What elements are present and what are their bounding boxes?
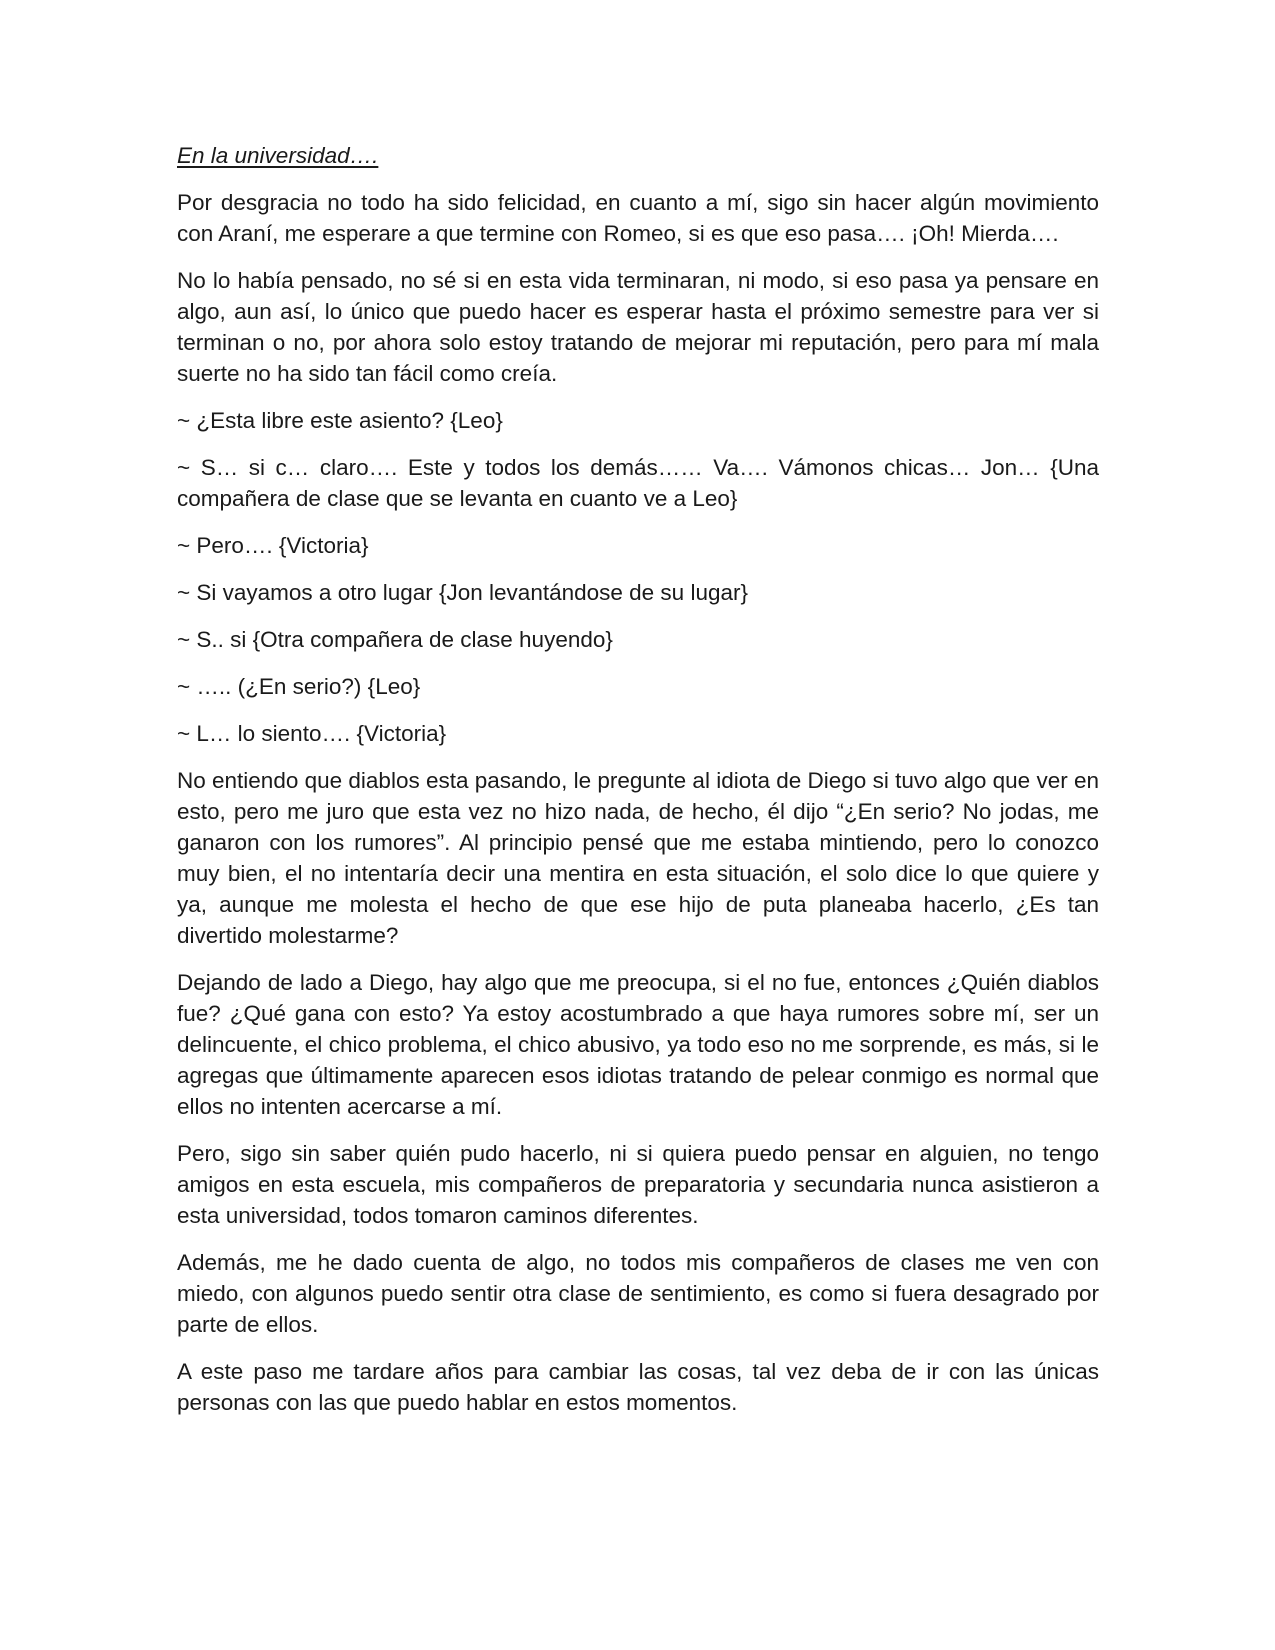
dialogue-line-6: ~ ….. (¿En serio?) {Leo} [177,674,421,699]
section-heading: En la universidad…. [177,143,379,168]
dialogue-line-1: ~ ¿Esta libre este asiento? {Leo} [177,408,503,433]
paragraph-4: Dejando de lado a Diego, hay algo que me preocupa, si el no fue, entonces ¿Quién diablos fue? ¿Qué gana con esto? Ya estoy acostumbrado a que haya rumores sobre mí, ser un delincuente, el chico problema, el chico abusivo, ya todo eso no me sorprende, es más, si le agregas que últimamente aparecen esos idiotas tratando de pelear conmigo es normal que ellos no intenten acercarse a mí. [177,970,1099,1119]
paragraph-7: A este paso me tardare años para cambiar las cosas, tal vez deba de ir con las únicas personas con las que puedo hablar en estos momentos. [177,1359,1099,1415]
paragraph-2: No lo había pensado, no sé si en esta vida terminaran, ni modo, si eso pasa ya pensare en algo, aun así, lo único que puedo hacer es esperar hasta el próximo semestre para ver si terminan o no, por ahora solo estoy tratando de mejorar mi reputación, pero para mí mala suerte no ha sido tan fácil como creía. [177,268,1099,386]
paragraph-1: Por desgracia no todo ha sido felicidad, en cuanto a mí, sigo sin hacer algún movimiento con Araní, me esperare a que termine con Romeo, si es que eso pasa…. ¡Oh! Mierda…. [177,190,1099,246]
document-page [177,140,1099,1434]
dialogue-line-4: ~ Si vayamos a otro lugar {Jon levantándose de su lugar} [177,580,748,605]
paragraph-6: Además, me he dado cuenta de algo, no todos mis compañeros de clases me ven con miedo, con algunos puedo sentir otra clase de sentimiento, es como si fuera desagrado por parte de ellos. [177,1250,1099,1337]
paragraph-5: Pero, sigo sin saber quién pudo hacerlo, ni si quiera puedo pensar en alguien, no tengo amigos en esta escuela, mis compañeros de preparatoria y secundaria nunca asistieron a esta universidad, todos tomaron caminos diferentes. [177,1141,1099,1228]
dialogue-line-3: ~ Pero…. {Victoria} [177,533,369,558]
dialogue-line-5: ~ S.. si {Otra compañera de clase huyendo} [177,627,613,652]
paragraph-3: No entiendo que diablos esta pasando, le pregunte al idiota de Diego si tuvo algo que ver en esto, pero me juro que esta vez no hizo nada, de hecho, él dijo “¿En serio? No jodas, me ganaron con los rumores”. Al principio pensé que me estaba mintiendo, pero lo conozco muy bien, el no intentaría decir una mentira en esta situación, el solo dice lo que quiere y ya, aunque me molesta el hecho de que ese hijo de puta planeaba hacerlo, ¿Es tan divertido molestarme? [177,768,1099,948]
dialogue-line-7: ~ L… lo siento…. {Victoria} [177,721,447,746]
dialogue-line-2: ~ S… si c… claro…. Este y todos los demás…… Va…. Vámonos chicas… Jon… {Una compañera de clase que se levanta en cuanto ve a Leo} [177,455,1099,511]
